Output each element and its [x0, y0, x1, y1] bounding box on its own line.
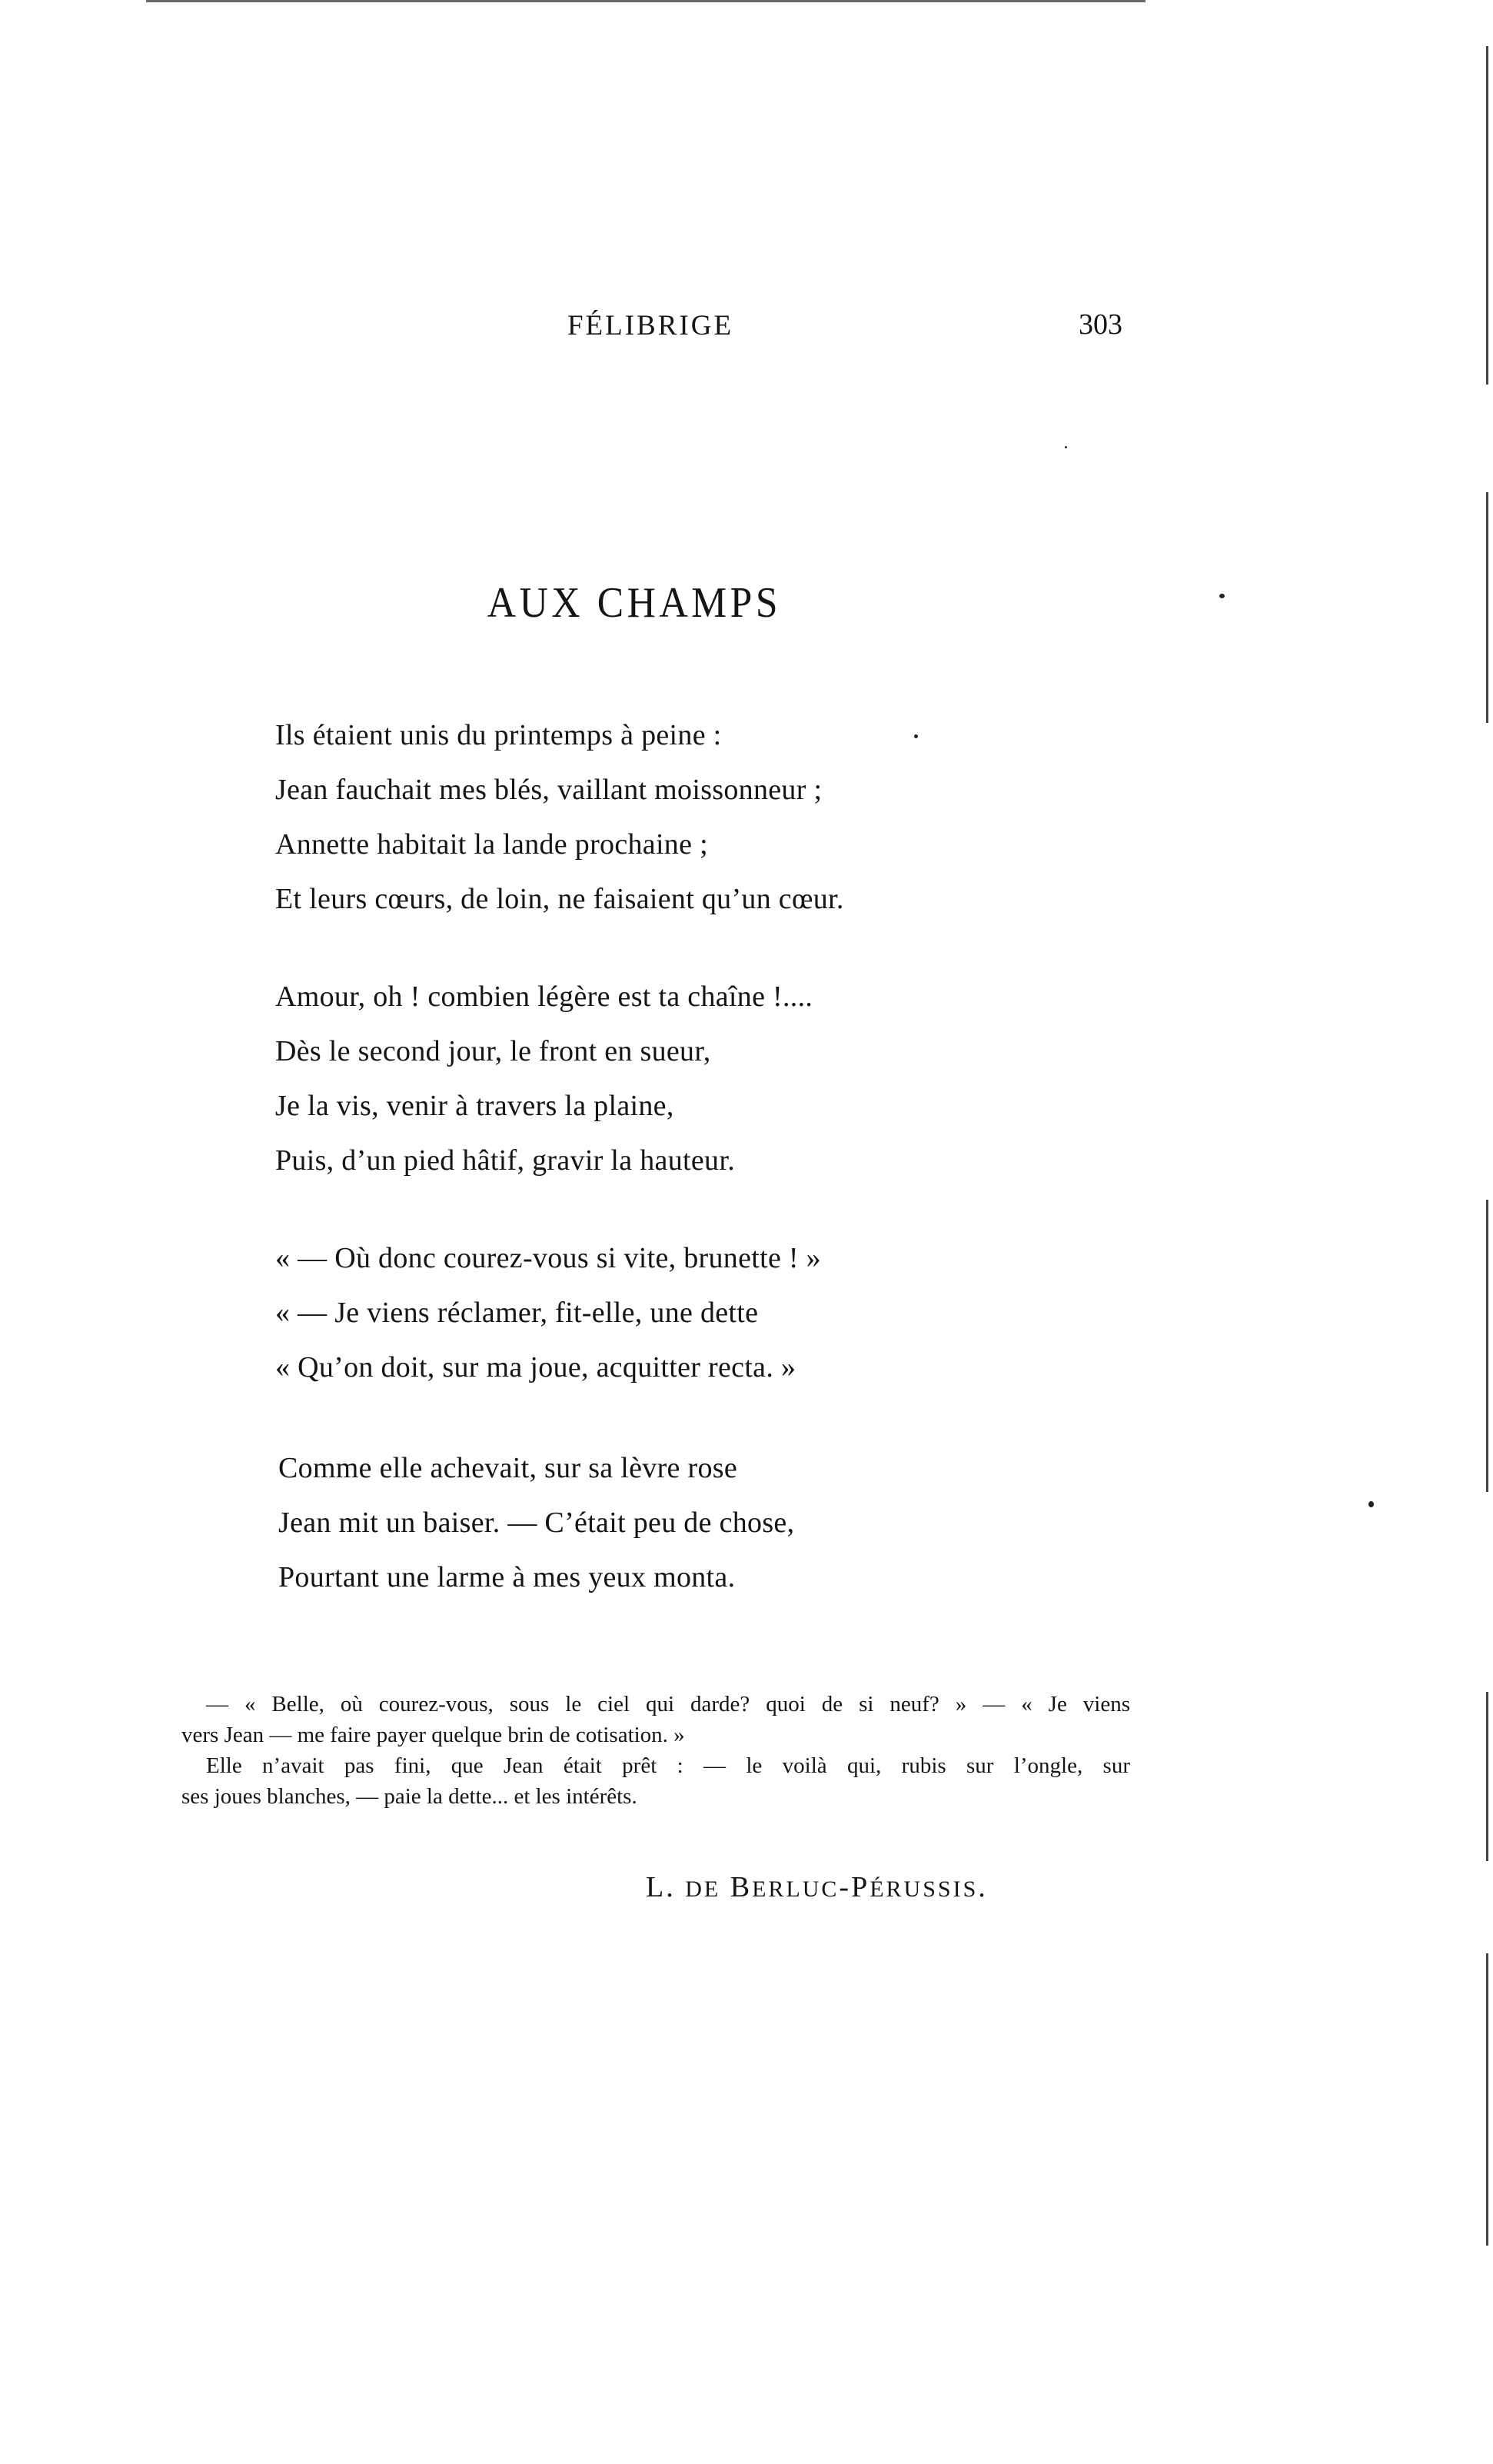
author-signature — [646, 1870, 1061, 1904]
stanza-3 — [275, 1231, 1044, 1395]
verse-line: « Qu’on doit, sur ma joue, acquitter recta. » — [275, 1351, 796, 1384]
note-line: Elle n’avait pas fini, que Jean était prêt : — le voilà qui, rubis sur l’ongle, sur — [206, 1753, 1130, 1778]
ink-speck — [1368, 1501, 1374, 1507]
running-title: FÉLIBRIGE — [567, 310, 734, 341]
verse-line: Et leurs cœurs, de loin, ne faisaient qu’un cœur. — [275, 883, 844, 915]
verse-line: Annette habitait la lande prochaine ; — [275, 828, 708, 861]
stanza-4 — [278, 1441, 1047, 1605]
signature-rest-2: ÉRUSSIS — [870, 1876, 979, 1902]
stanza-2 — [275, 970, 1044, 1188]
scan-top-rule — [146, 0, 1146, 2]
signature-period: . — [978, 1871, 988, 1903]
signature-particle: DE — [685, 1876, 721, 1902]
signature-rest-1: ERLUC — [752, 1876, 840, 1902]
verse-line: Je la vis, venir à travers la plaine, — [275, 1090, 674, 1122]
verse-line: Puis, d’un pied hâtif, gravir la hauteur. — [275, 1144, 735, 1177]
page-number: 303 — [1079, 308, 1122, 341]
note-line: vers Jean — me faire payer quelque brin de cotisation. » — [181, 1723, 685, 1747]
signature-hyphen: - — [839, 1871, 852, 1903]
verse-line: Jean fauchait mes blés, vaillant moissonneur ; — [275, 774, 823, 806]
stanza-1 — [275, 708, 1044, 927]
scan-edge-rule — [1486, 1692, 1488, 1861]
scan-edge-rule — [1486, 1200, 1488, 1492]
signature-initial: L. — [646, 1871, 676, 1903]
verse-line: « — Où donc courez-vous si vite, brunette ! » — [275, 1242, 821, 1274]
note-line: ses joues blanches, — paie la dette... et les intérêts. — [181, 1784, 637, 1809]
poem-title: AUX CHAMPS — [487, 579, 782, 627]
scan-edge-rule — [1486, 492, 1488, 723]
verse-line: Ils étaient unis du printemps à peine : — [275, 719, 722, 751]
signature-cap-1: B — [730, 1871, 753, 1903]
verse-line: Pourtant une larme à mes yeux monta. — [278, 1561, 736, 1593]
signature-cap-2: P — [851, 1871, 870, 1903]
verse-line: « — Je viens réclamer, fit-elle, une dette — [275, 1297, 759, 1329]
verse-line: Dès le second jour, le front en sueur, — [275, 1035, 711, 1067]
verse-line: Amour, oh ! combien légère est ta chaîne !.... — [275, 981, 813, 1013]
note-line: — « Belle, où courez-vous, sous le ciel qui darde? quoi de si neuf? » — « Je viens — [206, 1692, 1130, 1716]
verse-line: Jean mit un baiser. — C’était peu de chose, — [278, 1507, 795, 1539]
ink-speck — [1065, 446, 1067, 448]
verse-line: Comme elle achevait, sur sa lèvre rose — [278, 1452, 738, 1484]
scan-edge-rule — [1486, 46, 1488, 385]
scan-edge-rule — [1486, 1953, 1488, 2246]
ink-speck — [1219, 594, 1225, 598]
translation-note — [181, 1689, 1130, 1812]
